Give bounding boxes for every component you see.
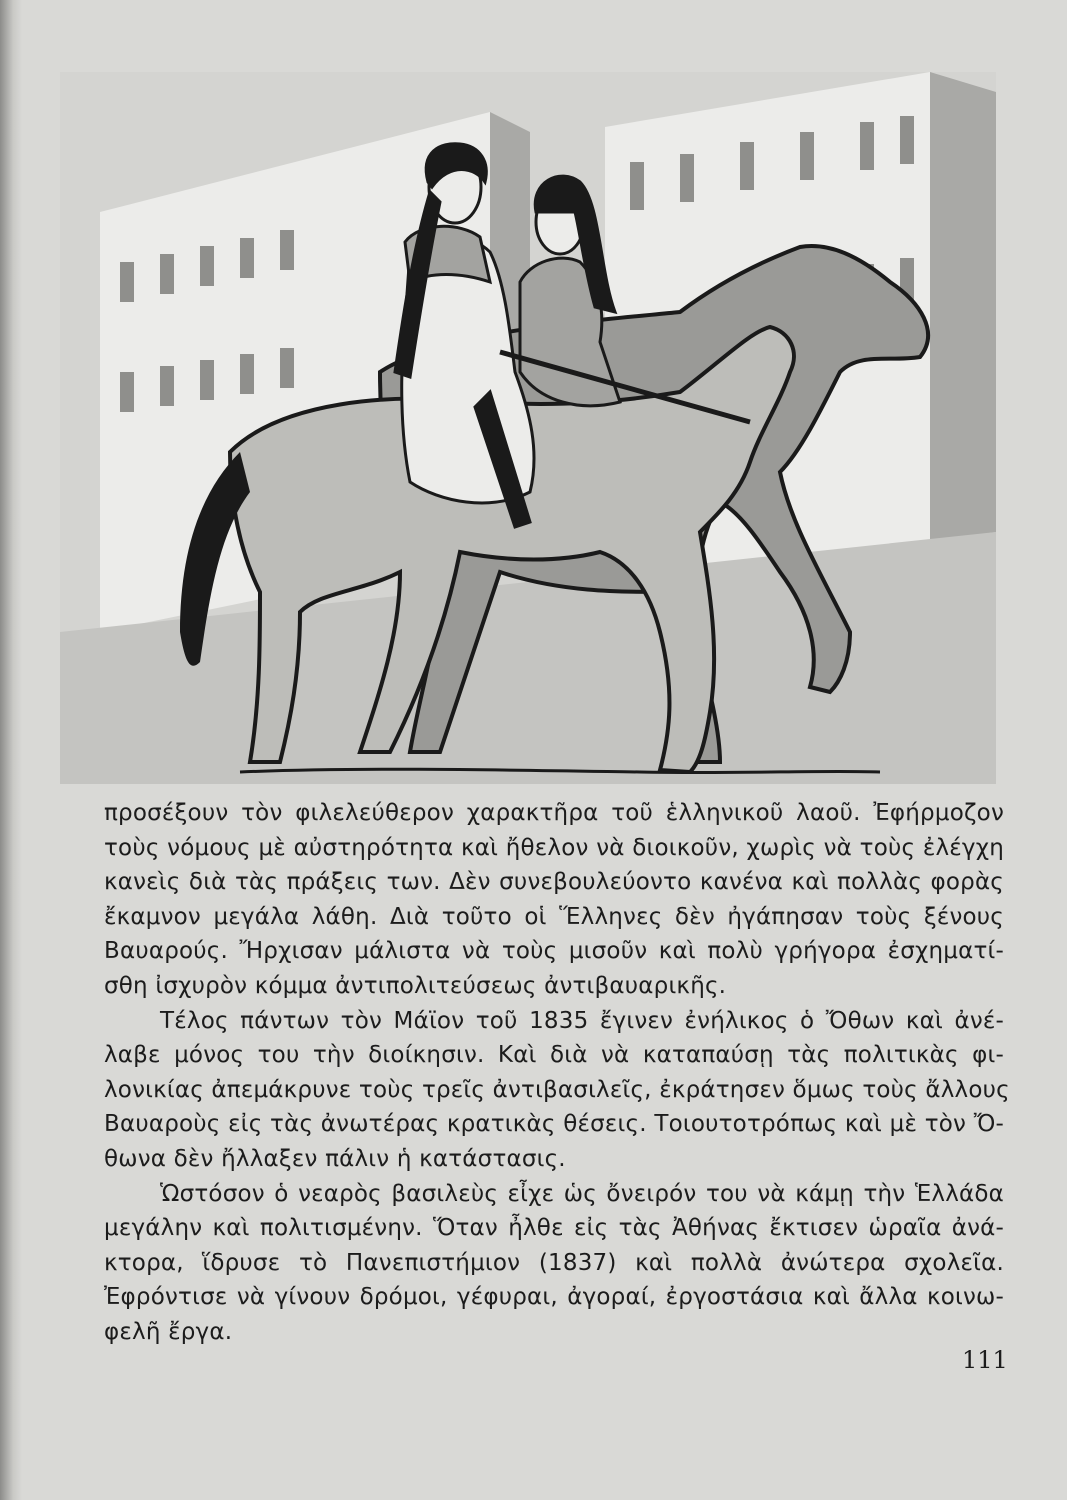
text-line: τοὺς νόμους μὲ αὐστηρότητα καὶ ἤθελον νὰ διοικοῦν, χωρὶς νὰ τοὺς ἐλέγχη	[104, 834, 1004, 861]
text-line: λαβε μόνος του τὴν διοίκησιν. Καὶ διὰ νὰ καταπαύσῃ τὰς πολιτικὰς φι-	[104, 1042, 1004, 1069]
paragraph-3	[104, 1177, 1004, 1350]
paragraph-2	[104, 1004, 1010, 1177]
right-building-side	[930, 72, 996, 542]
text-line: Βαυαρούς. Ἤρχισαν μάλιστα νὰ τοὺς μισοῦν καὶ πολὺ γρήγορα ἐσχηματί-	[104, 938, 1004, 965]
text-line: Ὡστόσον ὁ νεαρὸς βασιλεὺς εἶχε ὡς ὄνειρόν του νὰ κάμῃ τὴν Ἑλλάδα	[160, 1180, 1004, 1207]
text-line: σθη ἰσχυρὸν κόμμα ἀντιπολιτεύσεως ἀντιβαυαρικῆς.	[104, 972, 727, 999]
text-line: Τέλος πάντων τὸν Μάϊον τοῦ 1835 ἔγινεν ἐνήλικος ὁ Ὄθων καὶ ἀνέ-	[160, 1007, 1004, 1034]
page-number: 111	[962, 1346, 1008, 1374]
text-line: Ἐφρόντισε νὰ γίνουν δρόμοι, γέφυραι, ἀγοραί, ἐργοστάσια καὶ ἄλλα κοινω-	[104, 1284, 1004, 1311]
text-line: θωνα δὲν ἤλλαξεν πάλιν ἡ κατάστασις.	[104, 1145, 566, 1172]
text-line: Βαυαροὺς εἰς τὰς ἀνωτέρας κρατικὰς θέσεις. Τοιουτοτρόπως καὶ μὲ τὸν Ὄ-	[104, 1111, 1004, 1138]
text-line: προσέξουν τὸν φιλελεύθερον χαρακτῆρα τοῦ ἑλληνικοῦ λαοῦ. Ἐφήρμοζον	[104, 800, 1004, 826]
text-line: λονικίας ἀπεμάκρυνε τοὺς τρεῖς ἀντιβασιλεῖς, ἐκράτησεν ὅμως τοὺς ἄλλους	[104, 1076, 1010, 1103]
text-line: μεγάλην καὶ πολιτισμένην. Ὅταν ἦλθε εἰς τὰς Ἀθήνας ἔκτισεν ὡραῖα ἀνά-	[104, 1215, 1004, 1242]
illustration	[60, 72, 996, 784]
paragraph-1	[104, 796, 1004, 1004]
book-binding-shadow	[0, 0, 22, 1500]
horse-riders-illustration	[60, 72, 996, 784]
text-line: ἔκαμνον μεγάλα λάθη. Διὰ τοῦτο οἱ Ἕλληνες δὲν ἠγάπησαν τοὺς ξένους	[104, 903, 1004, 930]
text-line: κτορα, ἵδρυσε τὸ Πανεπιστήμιον (1837) καὶ πολλὰ ἀνώτερα σχολεῖα.	[104, 1249, 1004, 1276]
body-text	[104, 796, 1010, 1350]
text-line: κανεὶς διὰ τὰς πράξεις των. Δὲν συνεβουλεύοντο κανένα καὶ πολλὰς φορὰς	[104, 869, 1004, 896]
text-line: φελῆ ἔργα.	[104, 1318, 233, 1345]
